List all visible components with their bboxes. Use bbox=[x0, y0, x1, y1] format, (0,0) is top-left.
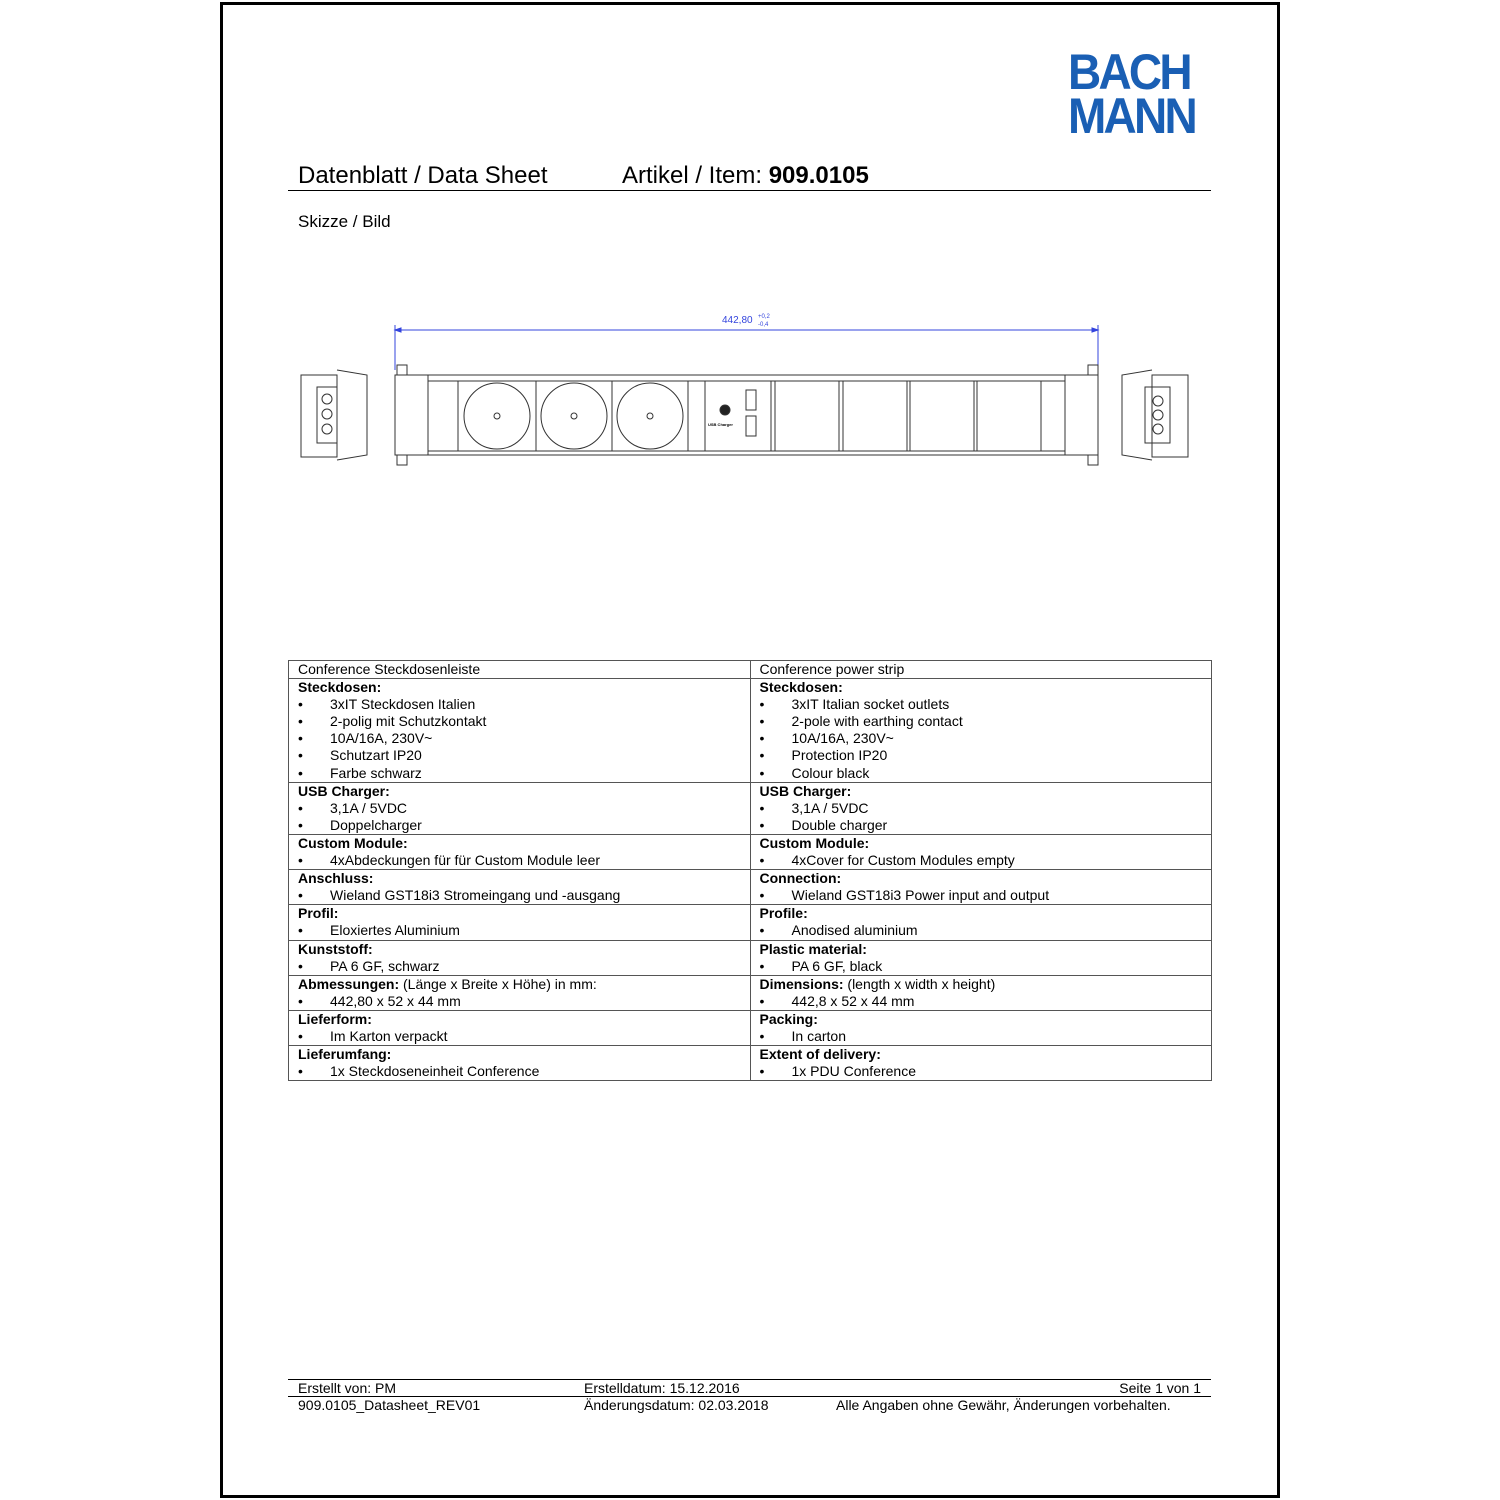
spec-heading-label: Profil: bbox=[298, 905, 339, 922]
spec-heading-label: Profile: bbox=[759, 905, 808, 922]
dimension-line bbox=[395, 325, 1098, 370]
spec-cell-en bbox=[750, 834, 1212, 869]
spec-heading-label: Extent of delivery: bbox=[759, 1046, 881, 1063]
dimension-tol-minus: -0,4 bbox=[758, 322, 769, 328]
spec-cell-de bbox=[289, 1010, 751, 1045]
footer-created-by: Erstellt von: PM bbox=[298, 1380, 397, 1396]
spec-bullet-item: • 3xIT Italian socket outlets bbox=[760, 696, 1203, 713]
footer-page-number: Seite 1 von 1 bbox=[1119, 1380, 1201, 1396]
spec-heading-label: Abmessungen: bbox=[298, 975, 400, 992]
spec-bullet-item: • Wieland GST18i3 Stromeingang und -ausgang bbox=[298, 887, 741, 904]
spec-heading bbox=[298, 941, 741, 958]
title-en: Conference power strip bbox=[750, 661, 1212, 679]
spec-heading bbox=[298, 1046, 741, 1063]
socket-outlets bbox=[458, 381, 688, 451]
spec-section-row bbox=[289, 782, 1212, 834]
spec-heading bbox=[298, 783, 741, 800]
spec-bullet-item: • Eloxiertes Aluminium bbox=[298, 922, 741, 939]
dimension-value: 442,80 bbox=[722, 315, 753, 326]
usb-charger-module bbox=[705, 381, 771, 451]
strip-body bbox=[395, 365, 1098, 465]
spec-heading bbox=[760, 905, 1203, 922]
spec-bullet-item: • 3,1A / 5VDC bbox=[760, 800, 1203, 817]
spec-section-row bbox=[289, 1010, 1212, 1045]
spec-bullet-item: • Anodised aluminium bbox=[760, 922, 1203, 939]
logo-line1: BACH bbox=[1068, 44, 1190, 100]
spec-bullet-item: • Schutzart IP20 bbox=[298, 747, 741, 764]
spec-bullet-item: • 442,80 x 52 x 44 mm bbox=[298, 993, 741, 1010]
spec-heading bbox=[298, 870, 741, 887]
right-end-view bbox=[1122, 370, 1188, 460]
spec-heading-label: Packing: bbox=[759, 1010, 818, 1027]
spec-section-row bbox=[289, 679, 1212, 783]
spec-bullet-item: • 10A/16A, 230V~ bbox=[760, 730, 1203, 747]
spec-bullet-item: • Farbe schwarz bbox=[298, 765, 741, 782]
spec-bullet-item: • 1x Steckdoseneinheit Conference bbox=[298, 1063, 741, 1080]
spec-heading-label: Steckdosen: bbox=[298, 679, 382, 696]
spec-heading-label: Lieferumfang: bbox=[298, 1046, 392, 1063]
spec-bullet-item: • Colour black bbox=[760, 765, 1203, 782]
spec-bullet-item: • 3xIT Steckdosen Italien bbox=[298, 696, 741, 713]
spec-heading bbox=[760, 976, 1203, 993]
item-heading bbox=[622, 162, 869, 190]
spec-cell-de bbox=[289, 905, 751, 940]
spec-bullet-item: • Wieland GST18i3 Power input and output bbox=[760, 887, 1203, 904]
spec-section-row bbox=[289, 905, 1212, 940]
table-title-row bbox=[289, 661, 1212, 679]
product-drawing bbox=[290, 300, 1200, 480]
section-subtitle: Skizze / Bild bbox=[298, 212, 391, 231]
spec-heading-label: Dimensions: bbox=[759, 975, 844, 992]
header-rule bbox=[288, 190, 1211, 191]
spec-heading-label: Steckdosen: bbox=[759, 679, 843, 696]
spec-bullet-item: • Double charger bbox=[760, 817, 1203, 834]
spec-heading bbox=[298, 835, 741, 852]
spec-heading-label: Lieferform: bbox=[298, 1010, 372, 1027]
spec-cell-de bbox=[289, 975, 751, 1010]
spec-heading-label: USB Charger: bbox=[298, 782, 390, 799]
spec-cell-de bbox=[289, 834, 751, 869]
footer-changed-date: Änderungsdatum: 02.03.2018 bbox=[584, 1397, 769, 1413]
spec-heading bbox=[760, 870, 1203, 887]
custom-module-covers bbox=[775, 381, 1041, 451]
spec-heading-note: (Länge x Breite x Höhe) in mm: bbox=[399, 975, 597, 992]
spec-cell-de bbox=[289, 940, 751, 975]
spec-cell-de bbox=[289, 1046, 751, 1081]
spec-cell-de bbox=[289, 782, 751, 834]
spec-bullet-item: • Protection IP20 bbox=[760, 747, 1203, 764]
spec-bullet-item: • 2-polig mit Schutzkontakt bbox=[298, 713, 741, 730]
spec-heading bbox=[760, 1046, 1203, 1063]
spec-table bbox=[288, 660, 1212, 1081]
usb-charger-label: USB Charger bbox=[708, 422, 733, 427]
spec-cell-en bbox=[750, 975, 1212, 1010]
dimension-tol-plus: +0,2 bbox=[758, 314, 770, 320]
spec-cell-en bbox=[750, 679, 1212, 783]
spec-bullet-item: • PA 6 GF, schwarz bbox=[298, 958, 741, 975]
spec-heading bbox=[760, 1011, 1203, 1028]
spec-heading-label: Custom Module: bbox=[298, 834, 408, 851]
spec-bullet-item: • In carton bbox=[760, 1028, 1203, 1045]
spec-bullet-item: • 1x PDU Conference bbox=[760, 1063, 1203, 1080]
logo-line2: MANN bbox=[1068, 88, 1195, 144]
spec-section-row bbox=[289, 834, 1212, 869]
spec-heading-label: Connection: bbox=[759, 870, 842, 887]
spec-section-row bbox=[289, 940, 1212, 975]
spec-heading bbox=[760, 783, 1203, 800]
spec-section-row bbox=[289, 1046, 1212, 1081]
document-title: Datenblatt / Data Sheet bbox=[298, 162, 548, 189]
spec-heading-label: USB Charger: bbox=[759, 782, 852, 799]
spec-heading bbox=[760, 679, 1203, 696]
spec-heading-label: Anschluss: bbox=[298, 870, 374, 887]
spec-cell-en bbox=[750, 870, 1212, 905]
item-number: 909.0105 bbox=[768, 162, 869, 189]
spec-heading bbox=[298, 679, 741, 696]
spec-heading bbox=[760, 835, 1203, 852]
spec-cell-en bbox=[750, 905, 1212, 940]
spec-section-row bbox=[289, 870, 1212, 905]
spec-cell-de bbox=[289, 870, 751, 905]
footer-file-name: 909.0105_Datasheet_REV01 bbox=[298, 1397, 481, 1413]
spec-heading bbox=[298, 1011, 741, 1028]
spec-bullet-item: • PA 6 GF, black bbox=[760, 958, 1203, 975]
spec-cell-en bbox=[750, 782, 1212, 834]
spec-cell-en bbox=[750, 940, 1212, 975]
spec-heading bbox=[298, 905, 741, 922]
spec-section-row bbox=[289, 975, 1212, 1010]
title-de: Conference Steckdosenleiste bbox=[289, 661, 751, 679]
spec-bullet-item: • 442,8 x 52 x 44 mm bbox=[760, 993, 1203, 1010]
spec-bullet-item: • 10A/16A, 230V~ bbox=[298, 730, 741, 747]
spec-heading bbox=[760, 941, 1203, 958]
bachmann-logo bbox=[1068, 44, 1195, 144]
footer-rule bbox=[288, 1379, 1211, 1380]
spec-bullet-item: • Im Karton verpackt bbox=[298, 1028, 741, 1045]
spec-bullet-item: • 4xAbdeckungen für für Custom Module leer bbox=[298, 852, 741, 869]
spec-cell-en bbox=[750, 1046, 1212, 1081]
spec-heading bbox=[298, 976, 741, 993]
spec-heading-label: Plastic material: bbox=[759, 940, 867, 957]
footer-disclaimer: Alle Angaben ohne Gewähr, Änderungen vorbehalten. bbox=[836, 1397, 1171, 1413]
spec-cell-en bbox=[750, 1010, 1212, 1045]
spec-bullet-item: • 4xCover for Custom Modules empty bbox=[760, 852, 1203, 869]
item-label: Artikel / Item: bbox=[622, 162, 769, 189]
spec-bullet-item: • 3,1A / 5VDC bbox=[298, 800, 741, 817]
spec-heading-note: (length x width x height) bbox=[843, 975, 996, 992]
left-end-view bbox=[301, 370, 367, 460]
spec-bullet-item: • Doppelcharger bbox=[298, 817, 741, 834]
spec-cell-de bbox=[289, 679, 751, 783]
spec-bullet-item: • 2-pole with earthing contact bbox=[760, 713, 1203, 730]
footer-created-date: Erstelldatum: 15.12.2016 bbox=[584, 1380, 740, 1396]
spec-heading-label: Custom Module: bbox=[759, 834, 870, 851]
spec-heading-label: Kunststoff: bbox=[298, 940, 373, 957]
